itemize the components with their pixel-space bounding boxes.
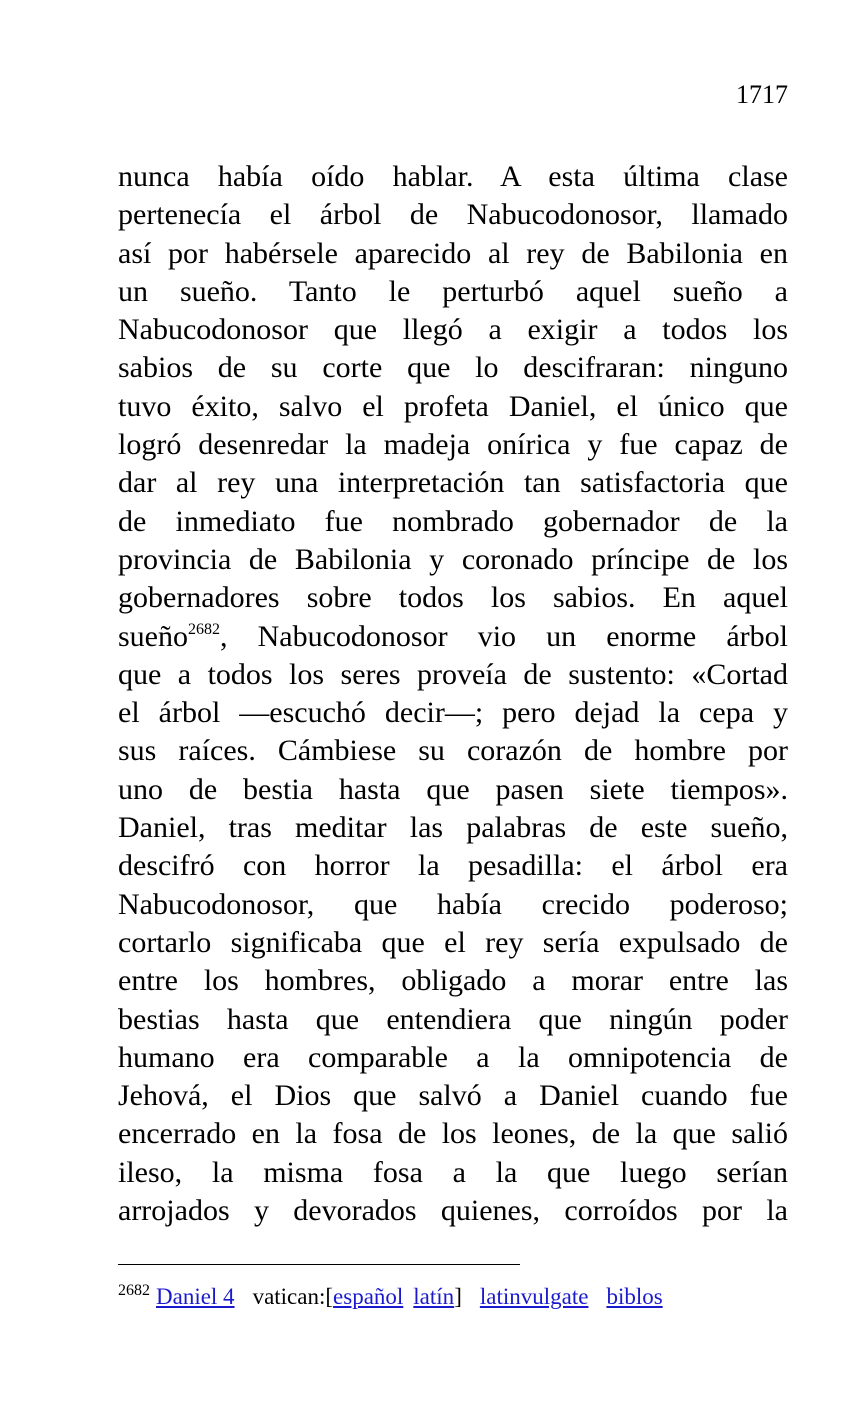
text-line: sabios de su corte que lo descifraran: ninguno bbox=[118, 351, 788, 385]
vatican-close-bracket: ] bbox=[454, 1284, 462, 1309]
text-segment: , Nabucodonosor vio un enorme árbol bbox=[220, 619, 788, 653]
page-number: 1717 bbox=[736, 80, 788, 109]
text-line: así por habérsele aparecido al rey de Babilonia en bbox=[118, 236, 788, 270]
footnote bbox=[118, 1282, 663, 1312]
text-line: uno de bestia hasta que pasen siete tiempos». bbox=[118, 772, 788, 806]
text-line: pertenecía el árbol de Nabucodonosor, llamado bbox=[118, 198, 788, 232]
text-line: gobernadores sobre todos los sabios. En aquel bbox=[118, 581, 788, 615]
text-line: arrojados y devorados quienes, corroídos por la bbox=[118, 1194, 788, 1228]
text-line: Jehová, el Dios que salvó a Daniel cuando fue bbox=[118, 1079, 788, 1113]
text-line: que a todos los seres proveía de sustento: «Cortad bbox=[118, 657, 788, 691]
link-espanol[interactable]: español bbox=[333, 1284, 404, 1309]
text-line: de inmediato fue nombrado gobernador de la bbox=[118, 504, 788, 538]
text-line: descifró con horror la pesadilla: el árbol era bbox=[118, 849, 788, 883]
text-line: Nabucodonosor, que había crecido poderoso; bbox=[118, 887, 788, 921]
text-line: humano era comparable a la omnipotencia de bbox=[118, 1040, 788, 1074]
link-biblos[interactable]: biblos bbox=[606, 1284, 663, 1309]
text-line: cortarlo significaba que el rey sería expulsado de bbox=[118, 925, 788, 959]
body-text bbox=[118, 158, 788, 1230]
link-latinvulgate[interactable]: latinvulgate bbox=[479, 1284, 589, 1309]
text-line: Daniel, tras meditar las palabras de este sueño, bbox=[118, 811, 788, 845]
text-segment: sueño bbox=[118, 619, 188, 653]
text-line: Nabucodonosor que llegó a exigir a todos los bbox=[118, 313, 788, 347]
footnote-reference[interactable]: 2682 bbox=[188, 620, 220, 638]
text-line: entre los hombres, obligado a morar entre las bbox=[118, 964, 788, 998]
text-line: dar al rey una interpretación tan satisfactoria que bbox=[118, 466, 788, 500]
text-line: ileso, la misma fosa a la que luego serían bbox=[118, 1155, 788, 1189]
text-line: nunca había oído hablar. A esta última clase bbox=[118, 160, 788, 193]
text-line-with-footnote-ref bbox=[118, 618, 788, 656]
footnote-number: 2682 bbox=[118, 1282, 150, 1299]
text-line: un sueño. Tanto le perturbó aquel sueño a bbox=[118, 274, 788, 308]
vatican-label: vatican:[ bbox=[252, 1284, 334, 1309]
text-line: bestias hasta que entendiera que ningún poder bbox=[118, 1002, 788, 1036]
text-line: tuvo éxito, salvo el profeta Daniel, el único que bbox=[118, 389, 788, 423]
text-line: provincia de Babilonia y coronado príncipe de los bbox=[118, 542, 788, 576]
footnote-separator bbox=[118, 1264, 520, 1265]
text-line: el árbol —escuchó decir—; pero dejad la cepa y bbox=[118, 696, 788, 730]
link-daniel-4[interactable]: Daniel 4 bbox=[156, 1284, 235, 1309]
text-line: sus raíces. Cámbiese su corazón de hombre por bbox=[118, 734, 788, 768]
link-latin[interactable]: latín bbox=[413, 1284, 455, 1309]
text-line: encerrado en la fosa de los leones, de la que salió bbox=[118, 1117, 788, 1151]
text-line: logró desenredar la madeja onírica y fue capaz de bbox=[118, 428, 788, 462]
